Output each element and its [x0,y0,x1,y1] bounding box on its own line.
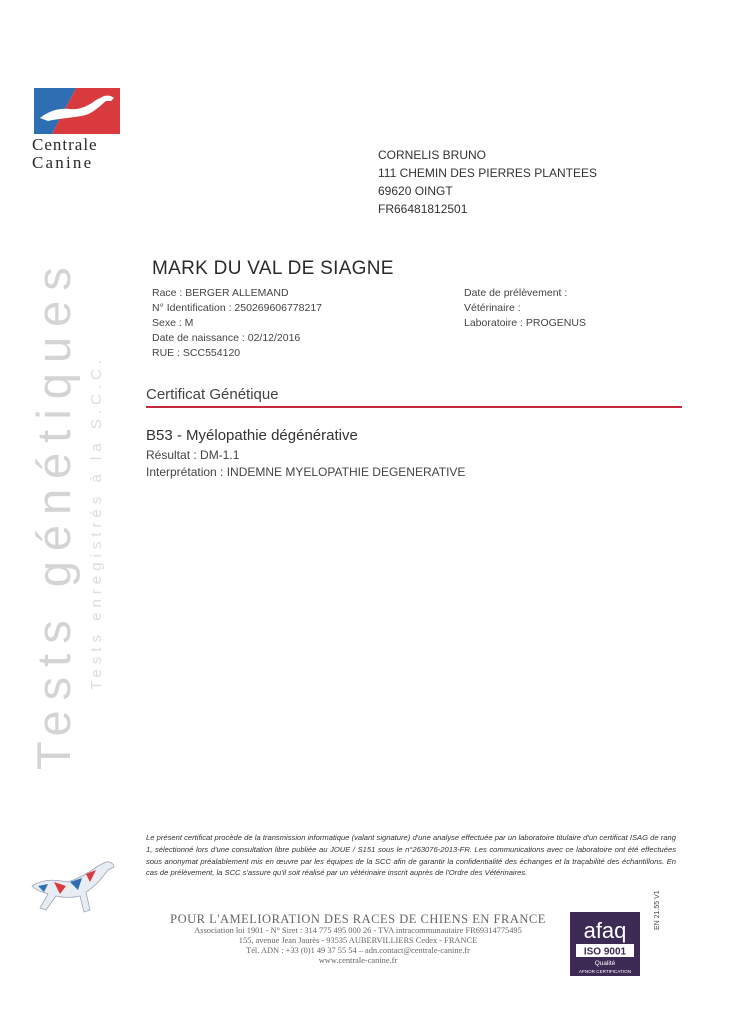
afaq-iso: ISO 9001 [583,946,627,958]
logo-wordmark [32,136,132,172]
legal-disclaimer: Le présent certificat procède de la transmission informatique (valant signature) d'une analyse effectuée par un laboratoire titulaire d'un certificat ISAG de rang 1, sélectionné lors d'une consultation libre publiée au JOUE / S151 sous le n°263076-2013-FR. Les communications avec ce laboratoire ont été effectuées sous anonymat préalablement mis en œuvre par les équipes de la SCC afin de garantir la confidentialité des échanges et la traçabilité des échantillons. En cas de prélèvement, la SCC s'assure qu'il soit réalisé par un vétérinaire inscrit auprès de l'Ordre des Vétérinaires. [146,833,676,878]
dog-sex: Sexe : M [152,317,194,329]
association-address: 155, avenue Jean Jaurès - 93535 AUBERVILLIERS Cedex - FRANCE [238,936,478,945]
test-interpretation: Interprétation : INDEMNE MYELOPATHIE DEGENERATIVE [146,465,466,479]
association-contact: Tél. ADN : +33 (0)1 49 37 55 54 – adn.contact@centrale-canine.fr [246,946,470,955]
recipient-street: 111 CHEMIN DES PIERRES PLANTEES [378,166,597,180]
afaq-cert: AFNOR CERTIFICATION [578,969,632,974]
association-website: www.centrale-canine.fr [318,956,398,965]
recipient-id: FR66481812501 [378,202,468,216]
running-dog-icon [24,852,124,922]
logo-line-1: Centrale [32,135,98,154]
afaq-iso-9001-badge-icon [570,912,640,976]
watermark-sub: Tests enregistrés à la S.C.C. [88,354,105,690]
afaq-quality: Qualité [594,960,616,967]
watermark-main: Tests génétiques [27,257,80,770]
dog-name: MARK DU VAL DE SIAGNE [152,258,394,279]
dog-birthdate: Date de naissance : 02/12/2016 [152,332,301,344]
dog-breed: Race : BERGER ALLEMAND [152,287,289,299]
laboratory: Laboratoire : PROGENUS [464,317,586,329]
sample-date: Date de prélèvement : [464,287,568,299]
dog-rue: RUE : SCC554120 [152,347,241,359]
recipient-name: CORNELIS BRUNO [378,148,487,162]
dog-identification: N° Identification : 250269606778217 [152,302,322,314]
dog-info-left [152,286,322,361]
association-info [148,912,568,966]
association-title: POUR L'AMELIORATION DES RACES DE CHIENS EN FRANCE [170,912,546,926]
dog-info-right [464,286,586,331]
certificate-title: Certificat Génétique [146,386,279,403]
veterinarian: Vétérinaire : [464,302,521,314]
test-result: Résultat : DM-1.1 [146,448,240,462]
certificate-divider [146,406,682,408]
test-name: B53 - Myélopathie dégénérative [146,427,358,444]
document-reference: EN 21.55 V1 [654,890,661,930]
centrale-canine-logo-icon [34,88,120,134]
recipient-address [378,146,597,218]
recipient-city: 69620 OINGT [378,184,453,198]
afaq-brand: afaq [583,918,627,943]
association-legal: Association loi 1901 - N° Siret : 314 775 495 000 26 - TVA intracommunautaire FR69314775495 [194,926,522,935]
logo-line-2: Canine [32,153,94,172]
